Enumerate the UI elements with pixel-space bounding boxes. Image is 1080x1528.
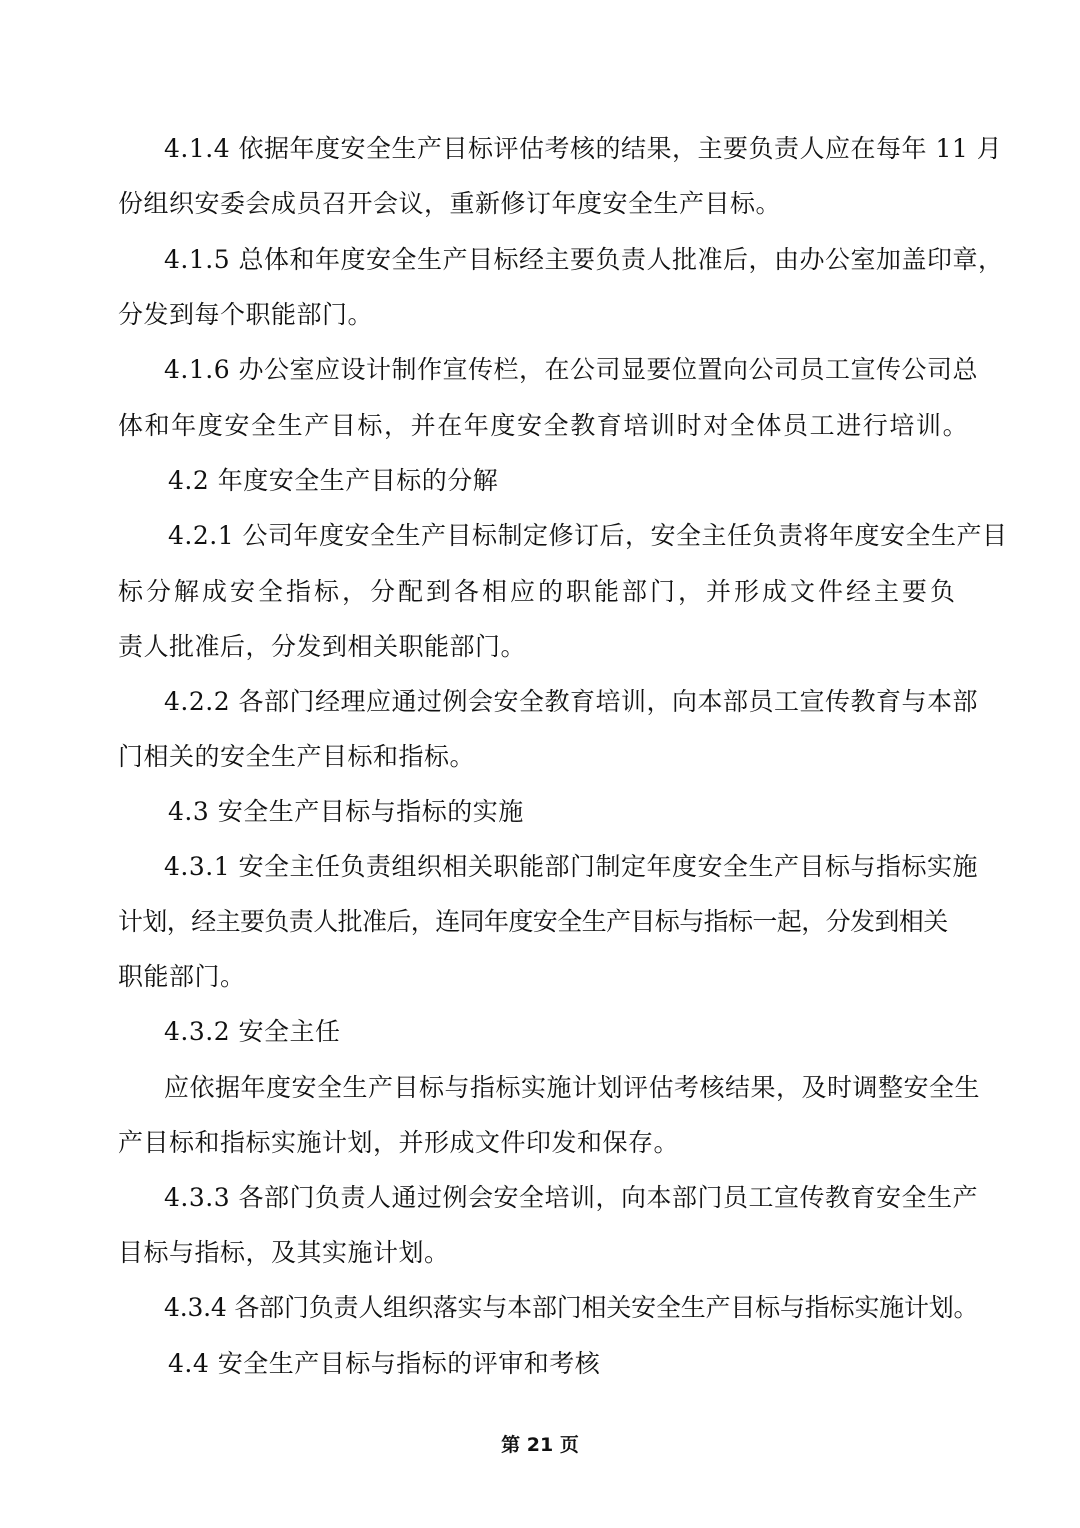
- text-line: 职能部门。: [118, 962, 246, 991]
- section-heading-4-3: 4.3 安全生产目标与指标的实施: [168, 797, 524, 826]
- text-line-4-3-3: 4.3.3 各部门负责人通过例会安全培训，向本部门员工宣传教育安全生产: [164, 1183, 979, 1212]
- text-line-4-1-5: 4.1.5 总体和年度安全生产目标经主要负责人批准后，由办公室加盖印章，: [164, 245, 1004, 274]
- section-heading-4-2: 4.2 年度安全生产目标的分解: [168, 466, 499, 495]
- text-line: 目标与指标，及其实施计划。: [118, 1238, 450, 1267]
- text-line-4-3-4: 4.3.4 各部门负责人组织落实与本部门相关安全生产目标与指标实施计划。: [164, 1293, 979, 1322]
- text-line-4-3-2: 4.3.2 安全主任: [164, 1017, 341, 1046]
- page-number: 第 21 页: [501, 1434, 579, 1456]
- text-line: 标分解成安全指标，分配到各相应的职能部门，并形成文件经主要负: [118, 577, 959, 606]
- text-line: 应依据年度安全生产目标与指标实施计划评估考核结果，及时调整安全生: [164, 1073, 981, 1102]
- text-line: 门相关的安全生产目标和指标。: [118, 742, 476, 771]
- text-line: 责人批准后，分发到相关职能部门。: [118, 632, 527, 661]
- text-line-4-2-1: 4.2.1 公司年度安全生产目标制定修订后，安全主任负责将年度安全生产目: [168, 521, 1008, 550]
- text-line-4-1-6: 4.1.6 办公室应设计制作宣传栏，在公司显要位置向公司员工宣传公司总: [164, 355, 979, 384]
- text-line: 产目标和指标实施计划，并形成文件印发和保存。: [118, 1128, 680, 1157]
- text-line: 体和年度安全生产目标，并在年度安全教育培训时对全体员工进行培训。: [118, 411, 970, 440]
- section-heading-4-4: 4.4 安全生产目标与指标的评审和考核: [168, 1349, 601, 1378]
- text-line-4-1-4: 4.1.4 依据年度安全生产目标评估考核的结果，主要负责人应在每年 11 月: [164, 134, 1003, 163]
- text-line: 份组织安委会成员召开会议，重新修订年度安全生产目标。: [118, 189, 782, 218]
- text-line-4-2-2: 4.2.2 各部门经理应通过例会安全教育培训，向本部员工宣传教育与本部: [164, 687, 979, 716]
- text-line: 分发到每个职能部门。: [118, 300, 374, 329]
- text-line-4-3-1: 4.3.1 安全主任负责组织相关职能部门制定年度安全生产目标与指标实施: [164, 852, 979, 881]
- text-line: 计划，经主要负责人批准后，连同年度安全生产目标与指标一起，分发到相关: [118, 907, 948, 936]
